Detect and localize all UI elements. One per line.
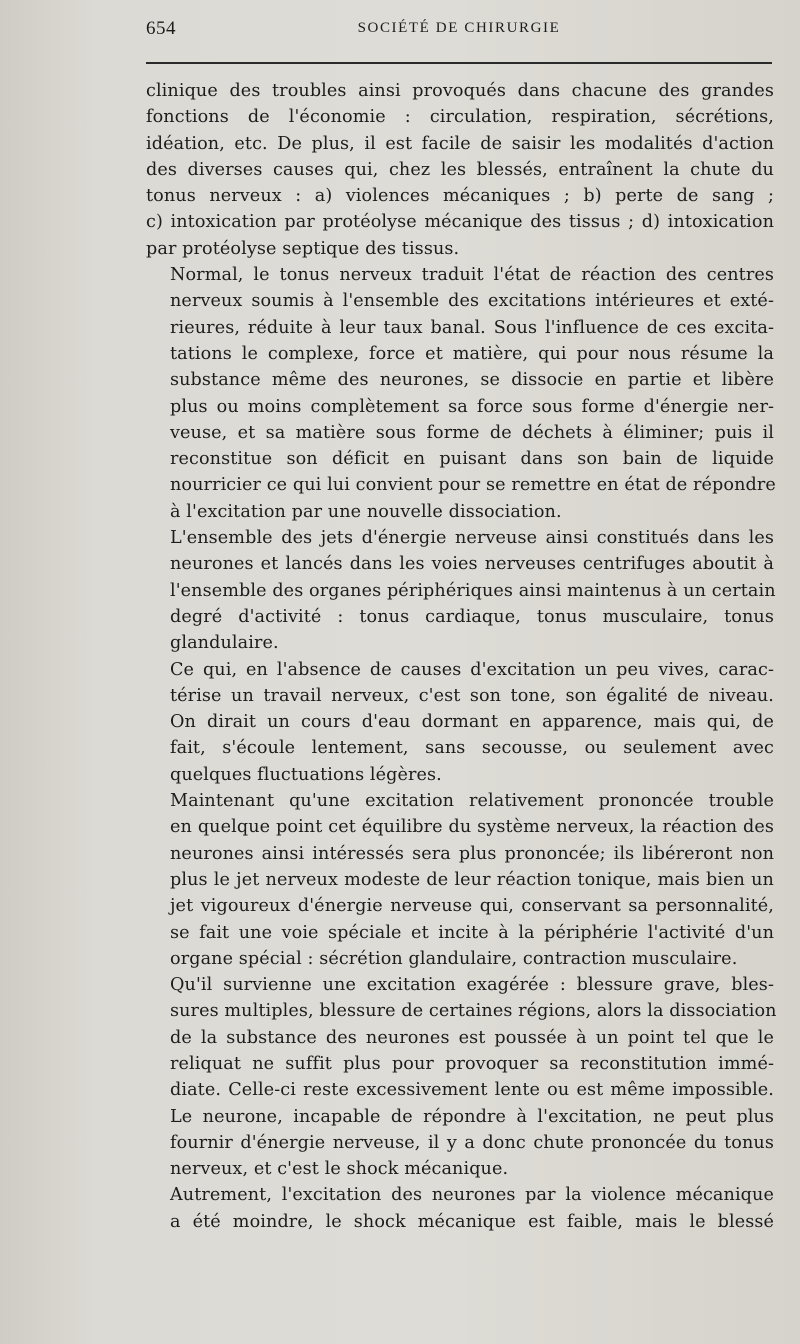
text-line: diate. Celle-ci reste excessivement lente ou est même impossible. <box>170 1080 774 1101</box>
text-line: tonus nerveux : a) violences mécaniques ; b) perte de sang ; <box>146 186 774 207</box>
text-line: Autrement, l'excitation des neurones par la violence mécanique <box>170 1185 774 1206</box>
text-line: plus le jet nerveux modeste de leur réaction tonique, mais bien un <box>170 869 774 890</box>
text-line: nourricier ce qui lui convient pour se remettre en état de répondre <box>170 475 776 496</box>
text-line: nerveux soumis à l'ensemble des excitations intérieures et exté- <box>170 291 774 312</box>
text-line: neurones ainsi intéressés sera plus prononcée; ils libéreront non <box>170 843 774 864</box>
text-line: nerveux, et c'est le shock mécanique. <box>170 1159 509 1180</box>
text-line: neurones et lancés dans les voies nerveuses centrifuges aboutit à <box>170 554 774 575</box>
paragraph-6 <box>146 972 777 1182</box>
text-line: On dirait un cours d'eau dormant en apparence, mais qui, de <box>170 712 774 733</box>
text-line: c) intoxication par protéolyse mécanique des tissus ; d) intoxication <box>146 212 774 233</box>
text-line: fournir d'énergie nerveuse, il y a donc chute prononcée du tonus <box>170 1132 774 1153</box>
paragraph-4 <box>146 657 774 788</box>
text-line: sures multiples, blessure de certaines régions, alors la dissociation <box>170 1001 777 1022</box>
text-line: rieures, réduite à leur taux banal. Sous l'influence de ces excita- <box>170 317 774 338</box>
text-line: organe spécial : sécrétion glandulaire, contraction musculaire. <box>170 948 738 969</box>
text-line: Qu'il survienne une excitation exagérée : blessure grave, bles- <box>170 975 774 996</box>
text-line: L'ensemble des jets d'énergie nerveuse ainsi constitués dans les <box>170 528 774 549</box>
text-line: de la substance des neurones est poussée à un point tel que le <box>170 1027 774 1048</box>
running-head: SOCIÉTÉ DE CHIRURGIE <box>357 20 561 36</box>
text-line: térise un travail nerveux, c'est son tone, son égalité de niveau. <box>170 685 774 706</box>
text-line: en quelque point cet équilibre du système nerveux, la réaction des <box>170 817 774 838</box>
text-line: Maintenant qu'une excitation relativement prononcée trouble <box>170 791 774 812</box>
paragraph-7 <box>146 1182 774 1235</box>
text-line: glandulaire. <box>170 633 279 654</box>
text-line: clinique des troubles ainsi provoqués dans chacune des grandes <box>146 81 774 101</box>
text-line: degré d'activité : tonus cardiaque, tonus musculaire, tonus <box>170 606 774 627</box>
text-line: jet vigoureux d'énergie nerveuse qui, conservant sa personnalité, <box>170 896 774 917</box>
paragraph-3 <box>146 525 774 656</box>
text-line: idéation, etc. De plus, il est facile de saisir les modalités d'action <box>146 133 774 154</box>
text-line: tations le complexe, force et matière, qui pour nous résume la <box>170 343 774 364</box>
paragraph-1 <box>146 78 774 262</box>
text-line: reliquat ne suffit plus pour provoquer sa reconstitution immé- <box>170 1053 774 1074</box>
paragraph-2 <box>146 262 774 525</box>
text-line: à l'excitation par une nouvelle dissociation. <box>170 501 562 522</box>
body-text <box>146 78 777 1235</box>
text-line: substance même des neurones, se dissocie en partie et libère <box>170 370 774 391</box>
text-line: Le neurone, incapable de répondre à l'excitation, ne peut plus <box>170 1106 774 1127</box>
text-line: se fait une voie spéciale et incite à la périphérie l'activité d'un <box>170 922 774 943</box>
text-line: fait, s'écoule lentement, sans secousse, ou seulement avec <box>170 738 774 759</box>
text-line: l'ensemble des organes périphériques ainsi maintenus à un certain <box>170 580 776 601</box>
text-line: a été moindre, le shock mécanique est faible, mais le blessé <box>170 1211 774 1232</box>
text-line: reconstitue son déficit en puisant dans son bain de liquide <box>170 449 774 470</box>
text-line: quelques fluctuations légères. <box>170 764 442 785</box>
text-line: Normal, le tonus nerveux traduit l'état de réaction des centres <box>170 265 774 286</box>
header-rule <box>146 62 772 64</box>
page-header <box>146 18 772 46</box>
text-line: fonctions de l'économie : circulation, respiration, sécrétions, <box>146 107 774 128</box>
text-line: des diverses causes qui, chez les blessés, entraînent la chute du <box>146 159 774 180</box>
text-line: par protéolyse septique des tissus. <box>146 238 460 259</box>
paragraph-5 <box>146 788 774 972</box>
text-line: veuse, et sa matière sous forme de déchets à éliminer; puis il <box>170 422 774 443</box>
page-number: 654 <box>146 18 176 39</box>
text-line: plus ou moins complètement sa force sous forme d'énergie ner- <box>170 396 774 417</box>
text-line: Ce qui, en l'absence de causes d'excitation un peu vives, carac- <box>170 659 774 680</box>
